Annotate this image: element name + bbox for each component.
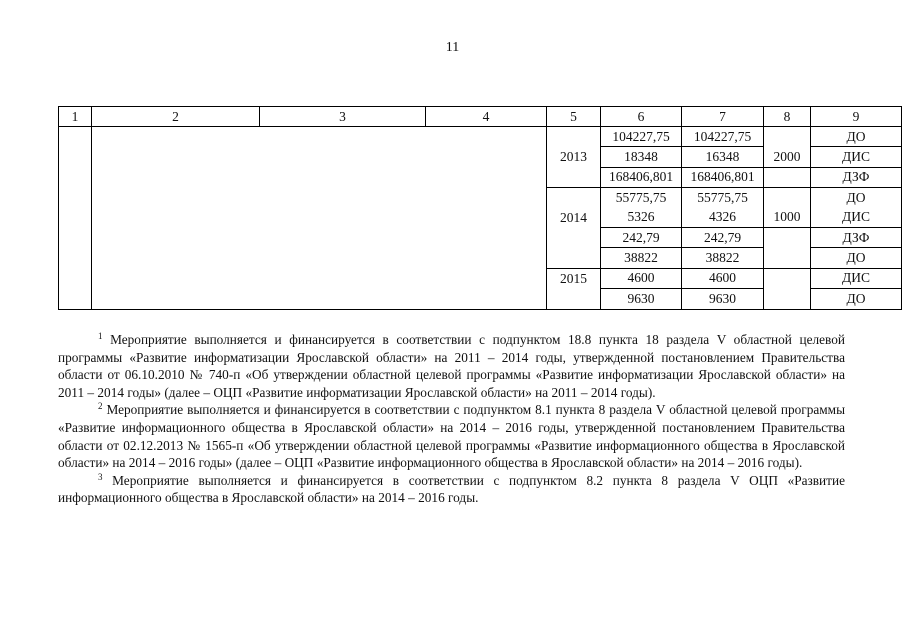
footnote [58, 331, 845, 401]
value-cell: 4600 [682, 268, 764, 288]
footnote [58, 472, 845, 507]
year-cell [547, 227, 601, 247]
header-cell: 7 [682, 107, 764, 127]
value-cell: 4326 [682, 208, 764, 228]
source-cell: ДО [811, 127, 902, 147]
budget-table [58, 106, 902, 310]
value-cell: 242,79 [601, 227, 682, 247]
source-cell: ДИС [811, 147, 902, 167]
value-cell: 55775,75 [682, 188, 764, 208]
source-cell: ДЗФ [811, 227, 902, 247]
value-cell: 168406,801 [601, 167, 682, 187]
header-cell: 3 [260, 107, 426, 127]
table-header-row [59, 107, 902, 127]
header-cell: 1 [59, 107, 92, 127]
header-cell: 4 [426, 107, 547, 127]
value-cell: 104227,75 [601, 127, 682, 147]
value-cell: 9630 [682, 289, 764, 309]
value-cell: 2000 [764, 147, 811, 167]
footnote-number: 2 [98, 401, 103, 412]
value-cell: 16348 [682, 147, 764, 167]
empty-cell-col1 [59, 127, 92, 310]
value-cell [764, 248, 811, 268]
value-cell: 168406,801 [682, 167, 764, 187]
header-cell: 2 [92, 107, 260, 127]
value-cell: 1000 [764, 208, 811, 228]
year-cell [547, 248, 601, 268]
source-cell: ДО [811, 289, 902, 309]
year-cell [547, 127, 601, 147]
year-cell: 2014 [547, 208, 601, 228]
source-cell: ДЗФ [811, 167, 902, 187]
header-cell: 5 [547, 107, 601, 127]
footnotes [58, 331, 845, 507]
value-cell [764, 268, 811, 288]
header-cell: 6 [601, 107, 682, 127]
year-cell [547, 188, 601, 208]
source-cell: ДО [811, 248, 902, 268]
value-cell: 18348 [601, 147, 682, 167]
value-cell [764, 188, 811, 208]
value-cell: 104227,75 [682, 127, 764, 147]
page-number: 11 [445, 40, 460, 55]
value-cell: 38822 [682, 248, 764, 268]
value-cell: 38822 [601, 248, 682, 268]
empty-cell-col2-4 [92, 127, 547, 310]
year-cell [547, 289, 601, 309]
year-cell: 2013 [547, 147, 601, 167]
year-cell [547, 167, 601, 187]
footnote-number: 1 [98, 331, 103, 341]
value-cell [764, 167, 811, 187]
source-cell: ДИС [811, 268, 902, 288]
value-cell [764, 289, 811, 309]
value-cell [764, 227, 811, 247]
header-cell: 9 [811, 107, 902, 127]
footnote-text: Мероприятие выполняется и финансируется в соответствии с подпунктом 18.8 пункта 18 раздела V областной целевой программы «Развитие информатизации Ярославской области» на 2011 – 2014 годы, утвержденной постановлением Правительства области от 06.10.2010 № 740-п «Об утверждении областной целевой программы «Развитие информатизации Ярославской области» на 2011 – 2014 годы» (далее – ОЦП «Развитие информатизации Ярославской области» на 2011 – 2014 годы). [58, 332, 845, 400]
footnote-text: Мероприятие выполняется и финансируется в соответствии с подпунктом 8.2 пункта 8 раздела V ОЦП «Развитие информационного общества в Ярославской области» на 2014 – 2016 годы. [58, 472, 845, 506]
value-cell: 9630 [601, 289, 682, 309]
header-cell: 8 [764, 107, 811, 127]
value-cell [764, 127, 811, 147]
footnote-number: 3 [98, 471, 103, 482]
footnote-text: Мероприятие выполняется и финансируется в соответствии с подпунктом 8.1 пункта 8 раздела V областной целевой программы «Развитие информационного общества в Ярославской области» на 2014 – 2016 годы, утвержденной постановлением Правительства области от 02.12.2013 № 1565-п «Об утверждении областной целевой программы «Развитие информационного общества в Ярославской области» на 2014 – 2016 годы» (далее – ОЦП «Развитие информационного общества в Ярославской области» на 2014 – 2016 годы). [58, 402, 846, 471]
value-cell: 4600 [601, 268, 682, 288]
value-cell: 242,79 [682, 227, 764, 247]
value-cell: 55775,75 [601, 188, 682, 208]
source-cell: ДИС [811, 208, 902, 228]
source-cell: ДО [811, 188, 902, 208]
table-row [59, 127, 902, 147]
footnote [58, 401, 845, 471]
year-cell: 2015 [547, 268, 601, 288]
value-cell: 5326 [601, 208, 682, 228]
